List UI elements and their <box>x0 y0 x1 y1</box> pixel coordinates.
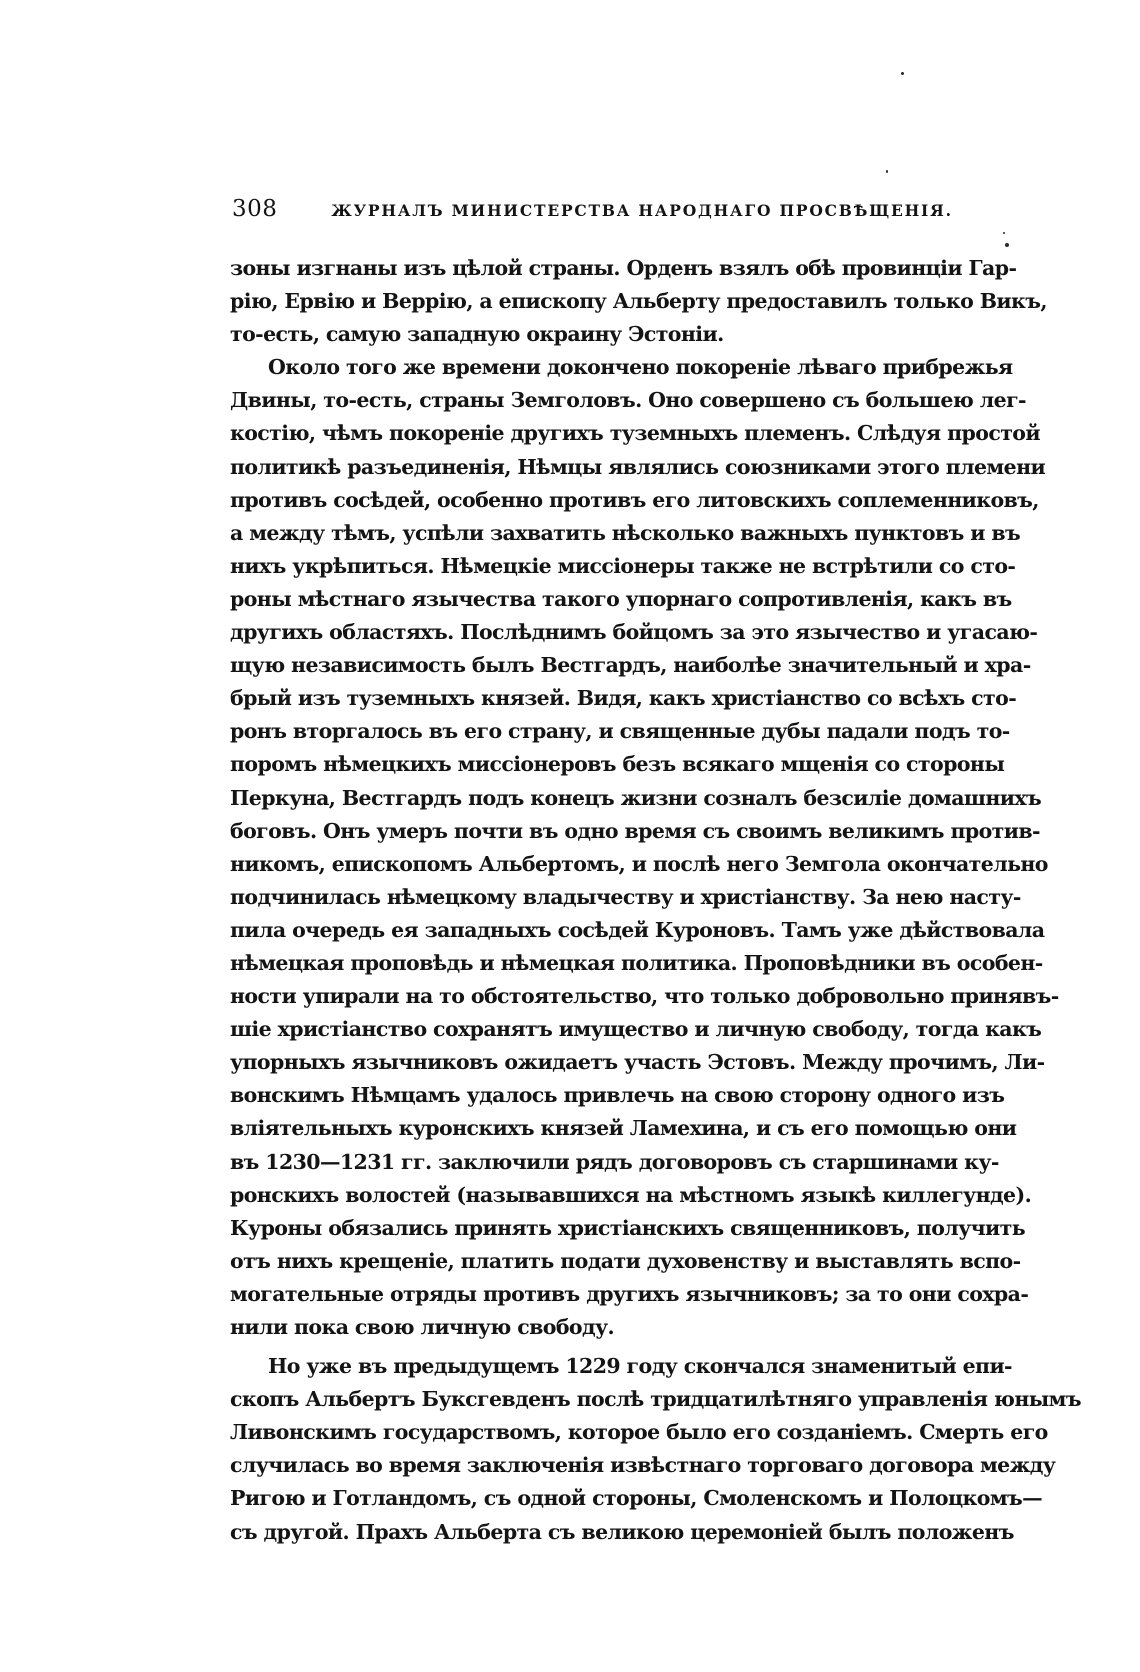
paragraph-3 <box>230 1350 1082 1549</box>
paragraph-2 <box>230 351 1059 1344</box>
scan-speck <box>901 72 904 75</box>
text-line: а между тѣмъ, успѣли захватить нѣсколько важныхъ пунктовъ и въ <box>230 520 1021 545</box>
text-line: ронскихъ волостей (называвшихся на мѣстномъ языкѣ киллегунде). <box>230 1182 1032 1207</box>
text-line: ронъ вторгалось въ его страну, и священные дубы падали подъ то- <box>230 719 1010 744</box>
text-line: подчинилась нѣмецкому владычеству и христіанству. За нею насту- <box>230 884 1021 909</box>
text-line: отъ нихъ крещеніе, платить подати духовенству и выставлять вспо- <box>230 1248 1021 1273</box>
text-line: вліятельныхъ куронскихъ князей Ламехина, и съ его помощью они <box>230 1116 1017 1141</box>
text-line: Около того же времени докончено покореніе лѣваго прибрежья <box>268 355 1013 380</box>
text-line: поромъ нѣмецкихъ миссіонеровъ безъ всякаго мщенія со стороны <box>230 752 1005 777</box>
text-line: съ другой. Прахъ Альберта съ великою церемоніей былъ положенъ <box>230 1519 1014 1544</box>
text-line: ности упирали на то обстоятельство, что только добровольно принявъ- <box>230 984 1059 1009</box>
text-line: случилась во время заключенія извѣстнаго торговаго договора между <box>230 1453 1056 1478</box>
text-line: зоны изгнаны изъ цѣлой страны. Орденъ взялъ обѣ провинціи Гар- <box>230 256 1017 280</box>
text-line: то-есть, самую западную окраину Эстоніи. <box>230 322 724 347</box>
paragraph-1 <box>230 252 1047 351</box>
page-number: 308 <box>232 196 278 222</box>
running-title: ЖУРНАЛЪ МИНИСТЕРСТВА НАРОДНАГО ПРОСВѢЩЕНІЯ. <box>331 201 953 220</box>
scan-speck <box>886 170 888 173</box>
text-line: Но уже въ предыдущемъ 1229 году скончался знаменитый епи- <box>268 1354 1012 1379</box>
text-line: щую независимость былъ Вестгардъ, наиболѣе значительный и хра- <box>230 653 1031 678</box>
scan-speck <box>1005 243 1009 247</box>
text-line: нили пока свою личную свободу. <box>230 1315 615 1339</box>
text-line: противъ сосѣдей, особенно противъ его литовскихъ соплеменниковъ, <box>230 487 1039 512</box>
text-line: Ливонскимъ государствомъ, которое было его созданіемъ. Смерть его <box>230 1420 1048 1445</box>
text-line: упорныхъ язычниковъ ожидаетъ участь Эстовъ. Между прочимъ, Ли- <box>230 1050 1045 1075</box>
text-line: костію, чѣмъ покореніе другихъ туземныхъ племенъ. Слѣдуя простой <box>230 421 1040 446</box>
text-line: могательные отряды противъ другихъ язычниковъ; за то они сохра- <box>230 1281 1029 1306</box>
text-line: политикѣ разъединенія, Нѣмцы являлись союзниками этого племени <box>230 454 1046 479</box>
page-header <box>232 196 984 232</box>
text-line: роны мѣстнаго язычества такого упорнаго сопротивленія, какъ въ <box>230 586 1012 611</box>
text-line: Куроны обязались принять христіанскихъ священниковъ, получить <box>230 1215 1026 1240</box>
text-line: вонскимъ Нѣмцамъ удалось привлечь на свою сторону одного изъ <box>230 1083 1005 1108</box>
text-line: пила очередь ея западныхъ сосѣдей Куроновъ. Тамъ уже дѣйствовала <box>230 917 1045 942</box>
text-line: рію, Ервію и Веррію, а епископу Альберту предоставилъ только Викъ, <box>230 289 1047 314</box>
text-line: боговъ. Онъ умеръ почти въ одно время съ своимъ великимъ против- <box>230 818 1040 843</box>
scan-speck <box>1003 232 1005 234</box>
text-line: Перкуна, Вестгардъ подъ конецъ жизни созналъ безсиліе домашнихъ <box>230 785 1042 810</box>
text-line: шіе христіанство сохранятъ имущество и личную свободу, тогда какъ <box>230 1017 1042 1042</box>
text-line: въ 1230—1231 гг. заключили рядъ договоровъ съ старшинами ку- <box>230 1149 999 1174</box>
body-text <box>230 252 1082 1549</box>
text-line: брый изъ туземныхъ князей. Видя, какъ христіанство со всѣхъ сто- <box>230 686 1017 711</box>
text-line: Двины, то-есть, страны Земголовъ. Оно совершено съ большею лег- <box>230 388 1026 413</box>
text-line: нѣмецкая проповѣдь и нѣмецкая политика. Проповѣдники въ особен- <box>230 950 1043 975</box>
text-line: скопъ Альбертъ Буксгевденъ послѣ тридцатилѣтняго управленія юнымъ <box>230 1387 1082 1412</box>
text-line: другихъ областяхъ. Послѣднимъ бойцомъ за это язычество и угасаю- <box>230 620 1038 645</box>
text-line: нихъ укрѣпиться. Нѣмецкіе миссіонеры также не встрѣтили со сто- <box>230 553 1016 578</box>
text-line: Ригою и Готландомъ, съ одной стороны, Смоленскомъ и Полоцкомъ— <box>230 1486 1043 1511</box>
text-line: никомъ, епископомъ Альбертомъ, и послѣ него Земгола окончательно <box>230 851 1048 876</box>
